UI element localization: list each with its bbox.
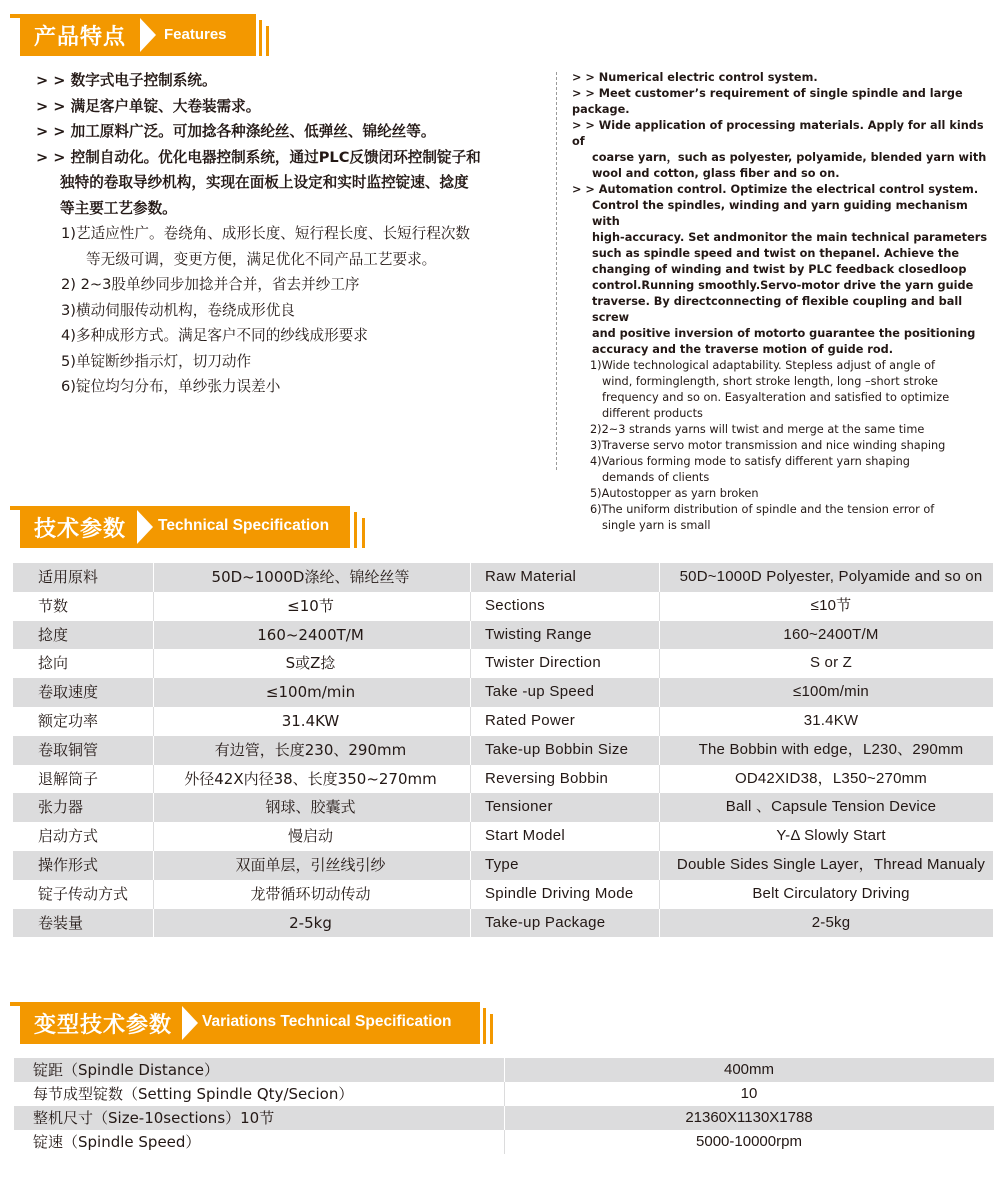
arrow-icon (137, 510, 153, 544)
table-row (13, 736, 993, 765)
feature-line: and positive inversion of motorto guarantee the positioning (592, 327, 976, 340)
feature-line: control.Running smoothly.Servo-motor drive the yarn guide (592, 279, 974, 292)
feature-line: 独特的卷取导纱机构，实现在面板上设定和实时监控锭速、捻度 (60, 174, 469, 191)
spec-label-en: Reversing Bobbin (485, 769, 609, 787)
table-row (13, 765, 993, 794)
spec-value-cn: 龙带循环切动传动 (250, 884, 371, 903)
spec-value-en: S or Z (809, 654, 853, 672)
feature-line: 5)Autostopper as yarn broken (590, 487, 759, 500)
table-row (13, 678, 993, 707)
variation-value: 21360X1130X1788 (685, 1109, 813, 1126)
spec-label-en: Type (485, 855, 519, 873)
variation-value: 5000-10000rpm (696, 1133, 802, 1150)
table-row (14, 1130, 994, 1154)
variation-value: 400mm (723, 1061, 775, 1078)
feature-line: > > Automation control. Optimize the electrical control system. (572, 183, 979, 196)
feature-line: 6)锭位均匀分布，单纱张力误差小 (61, 378, 281, 395)
variation-value: 10 (740, 1085, 758, 1102)
spec-label-cn: 捻向 (38, 654, 69, 673)
feature-line: > > 数字式电子控制系统。 (36, 72, 217, 89)
technical-spec-table (13, 563, 993, 937)
spec-label-cn: 卷装量 (38, 913, 84, 932)
feature-line: wool and cotton, glass fiber and so on. (592, 167, 840, 180)
feature-line: traverse. By directconnecting of flexible coupling and ball screw (592, 295, 963, 324)
spec-label-cn: 卷取速度 (38, 683, 99, 702)
feature-line: frequency and so on. Easyalteration and satisfied to optimize (602, 391, 950, 404)
feature-line: changing of winding and twist by PLC feedback closedloop (592, 263, 967, 276)
spec-label-cn: 启动方式 (38, 827, 99, 846)
features-title-cn: 产品特点 (34, 25, 127, 50)
spec-value-en: ≤10节 (810, 596, 852, 614)
spec-value-en: ≤100m/min (793, 683, 869, 701)
feature-line: 2) 2~3股单纱同步加捻并合并，省去并纱工序 (61, 276, 360, 293)
spec-value-cn: 31.4KW (281, 711, 340, 730)
spec-label-cn: 节数 (38, 596, 69, 615)
spec-value-cn: 有边管，长度230、290mm (214, 740, 407, 759)
feature-line: coarse yarn，such as polyester, polyamide, blended yarn with (592, 151, 987, 164)
spec-value-cn: 双面单层，引丝线引纱 (235, 855, 386, 874)
feature-line: such as spindle speed and twist on thepanel. Achieve the (592, 247, 960, 260)
feature-line: 等主要工艺参数。 (60, 199, 177, 217)
spec-value-en: OD42XID38，L350~270mm (734, 769, 928, 787)
feature-line: 4)多种成形方式。满足客户不同的纱线成形要求 (61, 327, 368, 344)
spec-label-en: Spindle Driving Mode (485, 884, 634, 902)
variations-header (10, 1002, 495, 1044)
table-row (14, 1082, 994, 1106)
feature-line: > > 控制自动化。优化电器控制系统，通过PLC反馈闭环控制锭子和 (36, 148, 481, 166)
spec-value-en: Ball 、Capsule Tension Device (725, 798, 937, 816)
spec-value-en: The Bobbin with edge，L230、290mm (698, 740, 964, 758)
feature-line: Control the spindles, winding and yarn guiding mechanism with (592, 199, 968, 228)
spec-value-cn: 160~2400T/M (257, 625, 364, 644)
feature-line: 等无级可调，变更方便，满足优化不同产品工艺要求。 (86, 250, 437, 268)
feature-line: > > Wide application of processing materials. Apply for all kinds of (572, 119, 984, 148)
variations-title-en: Variations Technical Specification (202, 1013, 452, 1030)
spec-label-cn: 张力器 (38, 798, 84, 817)
table-row (13, 793, 993, 822)
spec-label-en: Rated Power (485, 711, 576, 729)
spec-value-en: 2-5kg (811, 913, 851, 931)
table-row (13, 880, 993, 909)
spec-label-en: Start Model (485, 827, 565, 845)
spec-value-cn: 50D~1000D涤纶、锦纶丝等 (211, 568, 410, 586)
table-row (13, 822, 993, 851)
feature-line: 1)艺适应性广。卷绕角、成形长度、短行程长度、长短行程次数 (61, 225, 471, 242)
spec-label-en: Twisting Range (485, 625, 592, 643)
feature-line: high-accuracy. Set andmonitor the main technical parameters (592, 231, 988, 244)
spec-label-en: Take-up Bobbin Size (485, 740, 629, 758)
feature-line: > > Numerical electric control system. (572, 71, 818, 84)
spec-value-cn: ≤100m/min (265, 683, 356, 702)
spec-value-cn: 慢启动 (287, 827, 333, 846)
variation-label: 每节成型锭数（Setting Spindle Qty/Secion） (33, 1085, 354, 1103)
dashed-divider (556, 72, 557, 470)
feature-line: 5)单锭断纱指示灯，切刀动作 (61, 352, 252, 370)
features-title-en: Features (164, 26, 227, 43)
spec-label-cn: 操作形式 (38, 855, 99, 874)
spec-value-en: Double Sides Single Layer，Thread Manualy (676, 855, 986, 873)
variation-label: 锭速（Spindle Speed） (33, 1133, 201, 1151)
spec-value-cn: 2-5kg (289, 913, 332, 932)
table-row (13, 909, 993, 938)
feature-line: > > 加工原料广泛。可加捻各种涤纶丝、低弹丝、锦纶丝等。 (36, 123, 436, 140)
spec-value-en: 50D~1000D Polyester, Polyamide and so on (679, 568, 983, 585)
spec-label-en: Twister Direction (485, 654, 601, 672)
table-row (13, 621, 993, 650)
technical-spec-header (10, 506, 380, 548)
table-row (13, 592, 993, 621)
features-chinese-list (36, 68, 536, 400)
technical-spec-title-cn: 技术参数 (34, 517, 127, 542)
feature-line: accuracy and the traverse motion of guide rod. (592, 343, 894, 356)
spec-label-cn: 退解筒子 (38, 769, 99, 788)
feature-line: 3)Traverse servo motor transmission and nice winding shaping (590, 439, 946, 452)
table-row (13, 707, 993, 736)
spec-value-en: Y-Δ Slowly Start (776, 827, 886, 845)
table-row (13, 649, 993, 678)
spec-label-en: Tensioner (485, 798, 553, 816)
spec-label-cn: 锭子传动方式 (38, 884, 129, 903)
table-row (13, 851, 993, 880)
spec-label-en: Sections (485, 596, 545, 614)
variation-label: 整机尺寸（Size-10sections）10节 (33, 1109, 275, 1127)
feature-line: 4)Various forming mode to satisfy different yarn shaping (590, 455, 910, 468)
variations-table (14, 1058, 994, 1154)
spec-value-cn: ≤10节 (287, 596, 334, 615)
spec-value-en: 31.4KW (803, 711, 859, 729)
spec-value-cn: S或Z捻 (285, 654, 336, 673)
feature-line: > > 满足客户单锭、大卷装需求。 (36, 97, 261, 115)
features-header (10, 14, 270, 56)
spec-label-cn: 额定功率 (38, 711, 99, 730)
spec-label-cn: 卷取铜管 (38, 740, 99, 759)
spec-value-en: Belt Circulatory Driving (752, 884, 910, 902)
variation-label: 锭距（Spindle Distance） (33, 1061, 219, 1079)
arrow-icon (182, 1006, 198, 1040)
feature-line: 2)2~3 strands yarns will twist and merge at the same time (590, 423, 925, 436)
arrow-icon (140, 18, 156, 52)
features-english-list (572, 70, 996, 534)
spec-label-cn: 捻度 (38, 625, 69, 644)
feature-line: 6)The uniform distribution of spindle and the tension error of (590, 503, 935, 516)
feature-line: different products (602, 407, 703, 420)
feature-line: demands of clients (602, 471, 710, 484)
feature-line: single yarn is small (602, 519, 711, 532)
feature-line: > > Meet customer’s requirement of single spindle and large package. (572, 87, 963, 116)
table-row (13, 563, 993, 592)
spec-value-cn: 钢球、胶囊式 (265, 798, 356, 817)
feature-line: wind, forminglength, short stroke length, long –short stroke (602, 375, 938, 388)
table-row (14, 1106, 994, 1130)
spec-label-en: Raw Material (485, 568, 577, 585)
spec-value-cn: 外径42X内径38、长度350~270mm (184, 769, 437, 788)
spec-label-cn: 适用原料 (38, 568, 99, 586)
feature-line: 1)Wide technological adaptability. Stepless adjust of angle of (590, 359, 935, 372)
feature-line: 3)横动伺服传动机构，卷绕成形优良 (61, 301, 295, 319)
spec-value-en: 160~2400T/M (783, 625, 879, 643)
spec-label-en: Take -up Speed (485, 683, 595, 701)
variations-title-cn: 变型技术参数 (34, 1013, 173, 1038)
spec-label-en: Take-up Package (485, 913, 606, 931)
table-row (14, 1058, 994, 1082)
technical-spec-title-en: Technical Specification (158, 517, 330, 534)
